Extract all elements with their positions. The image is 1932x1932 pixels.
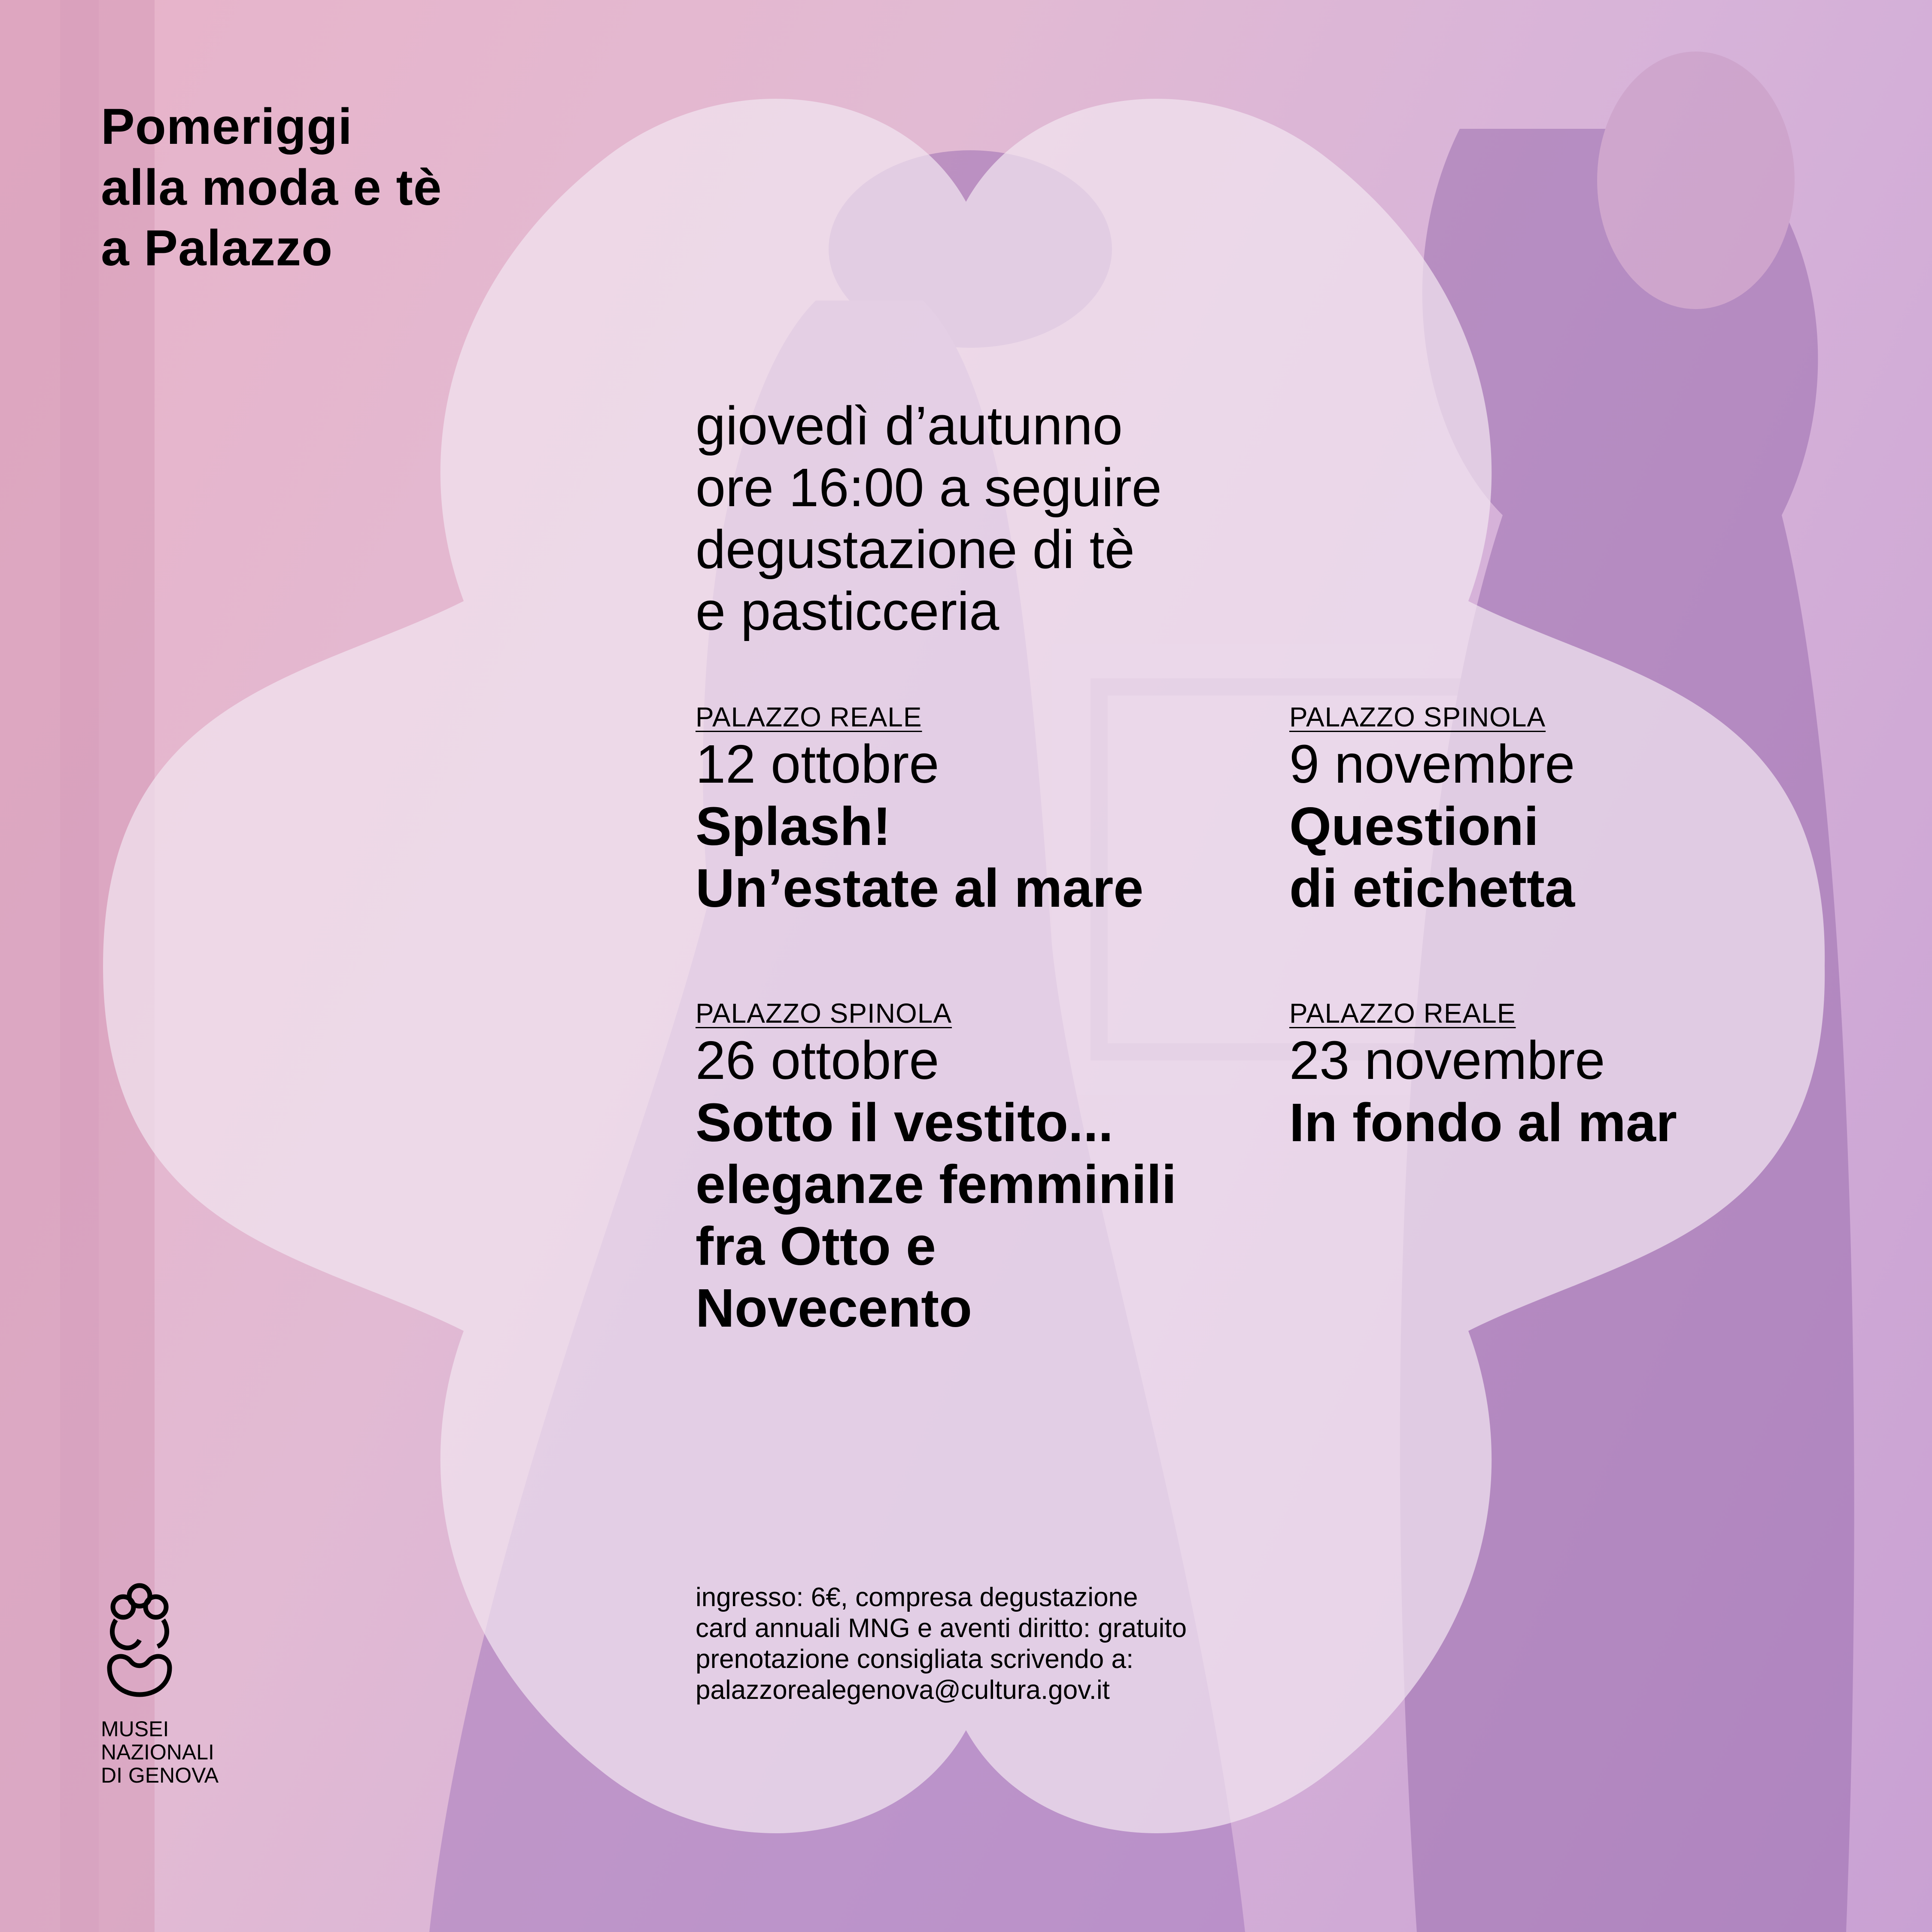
event-title [1289, 796, 1847, 919]
event-title-line: di etichetta [1289, 858, 1575, 918]
event-date: 26 ottobre [696, 1030, 939, 1091]
info-line: prenotazione consigliata scrivendo a: [696, 1644, 1134, 1674]
logo-line: MUSEI [101, 1717, 169, 1741]
intro-line: e pasticceria [696, 581, 999, 641]
event-block [1289, 998, 1847, 1154]
poster-title [101, 97, 442, 279]
event-date: 23 novembre [1289, 1030, 1605, 1091]
event-title-line: fra Otto e [696, 1216, 936, 1276]
event-block [696, 998, 1254, 1339]
event-title [1289, 1092, 1847, 1154]
event-title-line: Novecento [696, 1278, 972, 1338]
logo-line: NAZIONALI [101, 1740, 214, 1764]
event-title-line: Un’estate al mare [696, 858, 1144, 918]
event-title-line: Questioni [1289, 796, 1539, 857]
event-title-line: Sotto il vestito... [696, 1092, 1114, 1153]
event-title-line: eleganze femminili [696, 1154, 1177, 1215]
event-title [696, 796, 1254, 919]
event-venue: PALAZZO REALE [1289, 998, 1516, 1029]
event-date: 12 ottobre [696, 734, 939, 794]
intro-line: giovedì d’autunno [696, 395, 1123, 456]
ticket-info [696, 1582, 1187, 1706]
event-block [696, 702, 1254, 919]
event-venue: PALAZZO SPINOLA [1289, 702, 1546, 732]
title-line: Pomeriggi [101, 98, 352, 155]
contact-email: palazzorealegenova@cultura.gov.it [696, 1675, 1110, 1705]
event-intro [696, 395, 1162, 642]
event-date: 9 novembre [1289, 734, 1575, 794]
info-line: card annuali MNG e aventi diritto: gratuito [696, 1613, 1187, 1643]
title-line: alla moda e tè [101, 159, 442, 216]
event-title [696, 1092, 1254, 1339]
logo-line: DI GENOVA [101, 1763, 219, 1787]
info-line: ingresso: 6€, compresa degustazione [696, 1583, 1138, 1612]
title-line: a Palazzo [101, 220, 333, 277]
event-title-line: Splash! [696, 796, 891, 857]
intro-line: degustazione di tè [696, 519, 1135, 580]
musei-nazionali-genova-logo-icon [101, 1582, 178, 1702]
intro-line: ore 16:00 a seguire [696, 457, 1162, 518]
event-title-line: In fondo al mar [1289, 1092, 1677, 1153]
event-venue: PALAZZO SPINOLA [696, 998, 952, 1029]
event-venue: PALAZZO REALE [696, 702, 922, 732]
logo-text [101, 1717, 219, 1787]
event-block [1289, 702, 1847, 919]
